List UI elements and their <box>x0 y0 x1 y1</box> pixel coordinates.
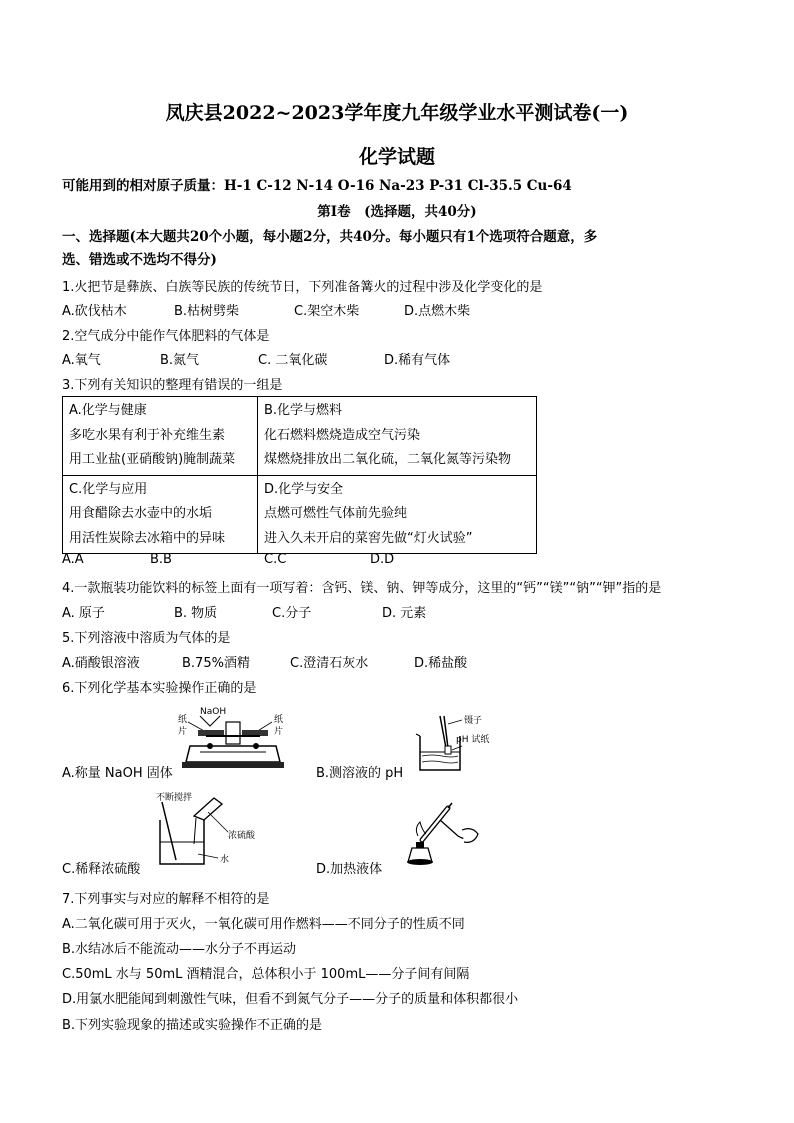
exam-subtitle: 化学试题 <box>358 146 435 168</box>
tweezers-label: 镊子 <box>464 716 483 726</box>
paper-label-left: 纸 <box>178 715 188 725</box>
question-4-stem: 4.一款瓶装功能饮料的标签上面有一项写着：含钙、镁、钠、钾等成分，这里的“钙”“镁”“钠”“钾”指的是 <box>62 581 662 596</box>
q5-option-d[interactable]: D.稀盐酸 <box>414 656 468 671</box>
q4-option-b[interactable]: B. 物质 <box>174 606 218 621</box>
q2-option-d[interactable]: D.稀有气体 <box>384 353 451 368</box>
q1-option-a[interactable]: A.砍伐枯木 <box>62 304 127 319</box>
paper-label-right: 纸 <box>274 715 284 725</box>
naoh-label: NaOH <box>200 707 227 717</box>
q5-option-b[interactable]: B.75%酒精 <box>182 656 250 671</box>
q7-line-d[interactable]: D.用氯水肥能闻到刺激性气味，但看不到氮气分子——分子的质量和体积都很小 <box>62 992 519 1007</box>
exam-title: 凤庆县2022~2023学年度九年级学业水平测试卷(一) <box>165 102 629 124</box>
q4-option-d[interactable]: D. 元素 <box>382 606 427 621</box>
q6-option-c[interactable]: C.稀释浓硫酸 <box>62 862 141 877</box>
q1-option-d[interactable]: D.点燃木柴 <box>404 304 471 319</box>
q4-option-c[interactable]: C.分子 <box>272 606 312 621</box>
ph-test-figure <box>412 712 522 774</box>
q3-option-b[interactable]: B.B <box>150 552 172 567</box>
q6-option-a[interactable]: A.称量 NaOH 固体 <box>62 766 173 781</box>
q5-option-c[interactable]: C.澄清石灰水 <box>290 656 369 671</box>
table-cell-d: D.化学与安全 点燃可燃性气体前先验纯 进入久未开启的菜窖先做“灯火试验” <box>258 475 537 554</box>
table-cell-c: C.化学与应用 用食醋除去水壶中的水垢 用活性炭除去冰箱中的异味 <box>63 475 258 554</box>
stir-label: 不断搅拌 <box>156 793 193 803</box>
ph-paper-label: pH 试纸 <box>456 735 490 745</box>
q6-option-d[interactable]: D.加热液体 <box>316 862 383 877</box>
q7-line-c[interactable]: C.50mL 水与 50mL 酒精混合，总体积小于 100mL——分子间有间隔 <box>62 967 470 982</box>
question-5-stem: 5.下列溶液中溶质为气体的是 <box>62 631 231 646</box>
q7-line-a[interactable]: A.二氧化碳可用于灭火，一氧化碳可用作燃料——不同分子的性质不同 <box>62 917 465 932</box>
table-cell-a: A.化学与健康 多吃水果有利于补充维生素 用工业盐(亚硝酸钠)腌制蔬菜 <box>63 397 258 476</box>
question-2-stem: 2.空气成分中能作气体肥料的气体是 <box>62 329 270 344</box>
table-cell-b: B.化学与燃料 化石燃料燃烧造成空气污染 煤燃烧排放出二氧化硫，二氧化氮等污染物 <box>258 397 537 476</box>
knowledge-table <box>62 396 537 554</box>
q2-option-c[interactable]: C. 二氧化碳 <box>258 353 328 368</box>
dilute-acid-figure <box>148 790 278 868</box>
q6-option-b[interactable]: B.测溶液的 pH <box>316 766 404 781</box>
paper-label-left-2: 片 <box>178 727 188 737</box>
q3-option-c[interactable]: C.C <box>264 552 287 567</box>
paper-label-right-2: 片 <box>274 727 284 737</box>
question-7-stem: 7.下列事实与对应的解释不相符的是 <box>62 892 270 907</box>
q2-option-b[interactable]: B.氮气 <box>160 353 200 368</box>
section-heading-line2: 选、错选或不选均不得分) <box>62 252 217 268</box>
q2-option-a[interactable]: A.氧气 <box>62 353 101 368</box>
water-label: 水 <box>220 855 230 865</box>
q5-option-a[interactable]: A.硝酸银溶液 <box>62 656 140 671</box>
acid-label: 浓硫酸 <box>228 831 256 841</box>
section-heading-line1: 一、选择题(本大题共20个小题，每小题2分，共40分。每小题只有1个选项符合题意，多 <box>62 229 598 245</box>
question-1-stem: 1.火把节是彝族、白族等民族的传统节日，下列准备篝火的过程中涉及化学变化的是 <box>62 280 543 295</box>
balance-figure <box>170 702 300 778</box>
q1-option-c[interactable]: C.架空木柴 <box>294 304 360 319</box>
volume-heading: 第I卷 (选择题，共40分) <box>317 204 477 220</box>
q7-line-b[interactable]: B.水结冰后不能流动——水分子不再运动 <box>62 942 297 957</box>
q1-option-b[interactable]: B.枯树劈柴 <box>174 304 240 319</box>
question-8-stem: B.下列实验现象的描述或实验操作不正确的是 <box>62 1018 323 1033</box>
q3-option-a[interactable]: A.A <box>62 552 84 567</box>
q3-option-d[interactable]: D.D <box>370 552 395 567</box>
q4-option-a[interactable]: A. 原子 <box>62 606 105 621</box>
atomic-mass-line: 可能用到的相对原子质量：H-1 C-12 N-14 O-16 Na-23 P-31 Cl-35.5 Cu-64 <box>62 178 572 194</box>
question-6-stem: 6.下列化学基本实验操作正确的是 <box>62 681 257 696</box>
heating-liquid-figure <box>392 800 482 870</box>
question-3-stem: 3.下列有关知识的整理有错误的一组是 <box>62 378 283 393</box>
